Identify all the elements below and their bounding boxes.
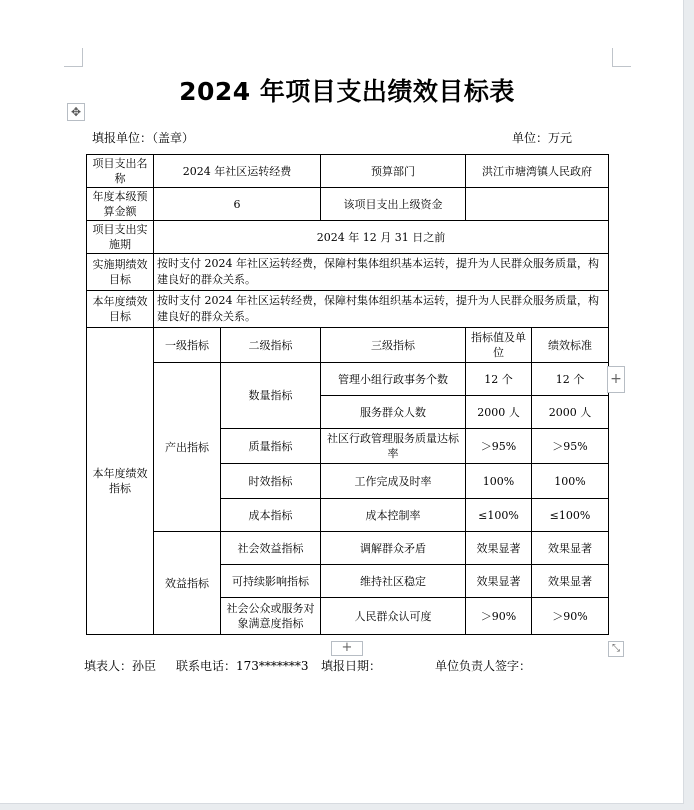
- cell-quality-label[interactable]: 质量指标: [221, 429, 321, 464]
- header-cell[interactable]: 三级指标: [321, 328, 466, 363]
- cell-indicator-standard[interactable]: ＞95%: [532, 429, 609, 464]
- cell-indicator-standard[interactable]: 2000 人: [532, 396, 609, 429]
- cell-indicator-name[interactable]: 管理小组行政事务个数: [321, 363, 466, 396]
- table-row: [87, 328, 609, 363]
- cell-indicator-value[interactable]: 效果显著: [466, 565, 532, 598]
- page-title: 2024 年项目支出绩效目标表: [179, 77, 515, 106]
- crop-mark-top-left: [64, 48, 83, 67]
- footer-date: 填报日期：: [321, 659, 382, 673]
- header-cell[interactable]: 一级指标: [154, 328, 221, 363]
- cell-budget-dept[interactable]: 洪江市塘湾镇人民政府: [466, 155, 609, 188]
- cell-label[interactable]: 年度本级预算金额: [87, 188, 154, 221]
- cell-indicator-value[interactable]: ≤100%: [466, 499, 532, 532]
- cell-label[interactable]: 该项目支出上级资金: [321, 188, 466, 221]
- cell-superior-funds[interactable]: [466, 188, 609, 221]
- cell-label[interactable]: 实施期绩效目标: [87, 254, 154, 291]
- cell-time-label[interactable]: 时效指标: [221, 464, 321, 499]
- header-cell[interactable]: 指标值及单位: [466, 328, 532, 363]
- cell-indicator-value[interactable]: 100%: [466, 464, 532, 499]
- add-row-button[interactable]: +: [331, 641, 363, 656]
- cell-project-name[interactable]: 2024 年社区运转经费: [154, 155, 321, 188]
- cell-social-label[interactable]: 社会效益指标: [221, 532, 321, 565]
- cell-indicator-name[interactable]: 工作完成及时率: [321, 464, 466, 499]
- crop-mark-top-right: [612, 48, 631, 67]
- table-row: [87, 291, 609, 328]
- cell-satisfaction-label[interactable]: 社会公众或服务对象满意度指标: [221, 598, 321, 635]
- header-cell[interactable]: 二级指标: [221, 328, 321, 363]
- cell-indicator-name[interactable]: 调解群众矛盾: [321, 532, 466, 565]
- cell-indicator-standard[interactable]: ≤100%: [532, 499, 609, 532]
- cell-cost-label[interactable]: 成本指标: [221, 499, 321, 532]
- header-cell[interactable]: 绩效标准: [532, 328, 609, 363]
- cell-indicator-value[interactable]: 效果显著: [466, 532, 532, 565]
- cell-indicator-standard[interactable]: 100%: [532, 464, 609, 499]
- table-row: [87, 188, 609, 221]
- table-row: [87, 221, 609, 254]
- cell-indicator-name[interactable]: 服务群众人数: [321, 396, 466, 429]
- cell-annual-goal[interactable]: 按时支付 2024 年社区运转经费，保障村集体组织基本运转，提升为人民群众服务质量，构建良好的群众关系。: [154, 291, 609, 328]
- cell-output-label[interactable]: 产出指标: [154, 363, 221, 532]
- footer-signature: 单位负责人签字：: [435, 659, 532, 673]
- cell-label[interactable]: 项目支出实施期: [87, 221, 154, 254]
- cell-indicator-section[interactable]: 本年度绩效指标: [87, 328, 154, 635]
- table-row: [87, 155, 609, 188]
- cell-indicator-standard[interactable]: 效果显著: [532, 565, 609, 598]
- cell-indicator-value[interactable]: 2000 人: [466, 396, 532, 429]
- table-row: [87, 532, 609, 565]
- cell-indicator-value[interactable]: ＞90%: [466, 598, 532, 635]
- cell-effect-label[interactable]: 效益指标: [154, 532, 221, 635]
- cell-label[interactable]: 预算部门: [321, 155, 466, 188]
- table-row: [87, 254, 609, 291]
- cell-sustain-label[interactable]: 可持续影响指标: [221, 565, 321, 598]
- cell-indicator-name[interactable]: 社区行政管理服务质量达标率: [321, 429, 466, 464]
- cell-indicator-name[interactable]: 维持社区稳定: [321, 565, 466, 598]
- cell-quantity-label[interactable]: 数量指标: [221, 363, 321, 429]
- cell-indicator-standard[interactable]: ＞90%: [532, 598, 609, 635]
- table-row: [87, 363, 609, 396]
- cell-annual-budget[interactable]: 6: [154, 188, 321, 221]
- cell-indicator-name[interactable]: 成本控制率: [321, 499, 466, 532]
- cell-label[interactable]: 项目支出名称: [87, 155, 154, 188]
- footer-filler: 填表人：孙臣: [84, 659, 157, 673]
- table-move-handle-icon[interactable]: ✥: [67, 103, 85, 121]
- cell-indicator-standard[interactable]: 12 个: [532, 363, 609, 396]
- cell-period-goal[interactable]: 按时支付 2024 年社区运转经费，保障村集体组织基本运转，提升为人民群众服务质量，构建良好的群众关系。: [154, 254, 609, 291]
- add-column-button[interactable]: +: [607, 366, 625, 393]
- cell-period[interactable]: 2024 年 12 月 31 日之前: [154, 221, 609, 254]
- cell-label[interactable]: 本年度绩效目标: [87, 291, 154, 328]
- table-resize-icon[interactable]: ⤡: [608, 641, 624, 657]
- performance-table: [86, 154, 609, 635]
- cell-indicator-value[interactable]: ＞95%: [466, 429, 532, 464]
- cell-indicator-standard[interactable]: 效果显著: [532, 532, 609, 565]
- cell-indicator-name[interactable]: 人民群众认可度: [321, 598, 466, 635]
- cell-indicator-value[interactable]: 12 个: [466, 363, 532, 396]
- currency-unit-label: 单位：万元: [512, 131, 573, 145]
- fill-unit-label: 填报单位：（盖章）: [92, 131, 195, 145]
- footer-phone: 联系电话：173*******3: [176, 659, 309, 673]
